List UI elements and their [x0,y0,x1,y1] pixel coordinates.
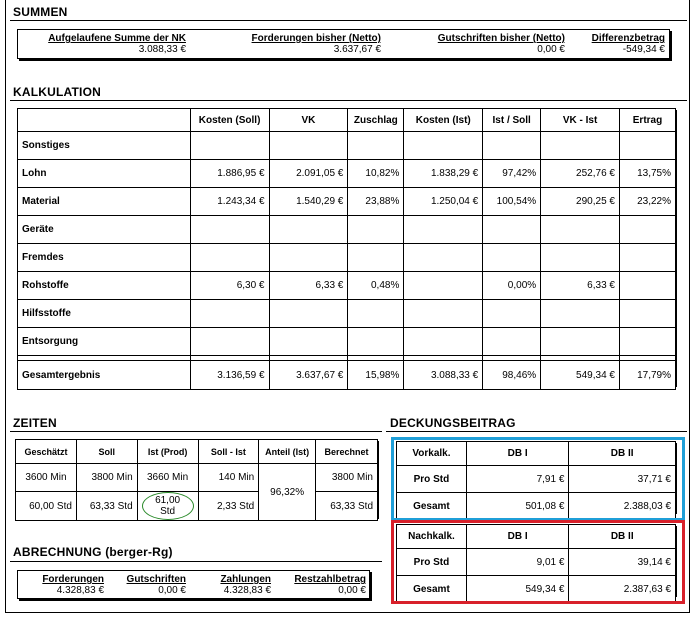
kalkulation-header: VK - Ist [541,109,620,132]
summen-value: 3.088,33 € [138,44,186,55]
kalkulation-cell: 1.886,95 € [190,160,269,188]
vorkalk-header: DB II [569,442,676,466]
zeiten-cell: 3600 Min [16,464,77,492]
abrechnung-col-forderungen [42,574,104,596]
zeiten-row-min [16,464,378,492]
kalkulation-cell: 23,88% [348,188,404,216]
kalkulation-cell [483,216,541,244]
abrechnung-value: 0,00 € [158,585,186,596]
summen-box [17,29,670,59]
kalkulation-cell [619,300,675,328]
summen-col-forderungen [252,33,381,55]
summen-label: Forderungen bisher (Netto) [251,33,381,44]
zeiten-cell: 60,00 Std [16,492,77,521]
nachkalk-cell: 2.387,63 € [569,576,676,603]
kalkulation-cell [348,244,404,272]
kalkulation-row-label: Rohstoffe [18,272,191,300]
summen-label: Aufgelaufene Summe der NK [48,33,186,44]
kalkulation-cell [541,244,620,272]
zeiten-header-row [16,440,378,464]
summen-label: Differenzbetrag [591,33,665,44]
kalkulation-cell: 97,42% [483,160,541,188]
abrechnung-col-zahlungen [220,574,271,596]
summen-col-nk [48,33,186,55]
kalkulation-cell [541,132,620,160]
kalkulation-row [18,216,676,244]
vorkalk-header: DB I [466,442,569,466]
vorkalk-cell: 2.388,03 € [569,493,676,520]
kalkulation-cell [404,132,483,160]
abrechnung-label: Zahlungen [220,574,271,585]
summen-value: -549,34 € [622,44,665,55]
kalkulation-total-cell: 15,98% [348,361,404,390]
kalkulation-cell: 252,76 € [541,160,620,188]
kalkulation-header: Kosten (Soll) [190,109,269,132]
kalkulation-cell [541,216,620,244]
nachkalk-highlight-frame [391,520,685,604]
nachkalk-row-label: Pro Std [397,549,467,576]
kalkulation-cell: 6,33 € [541,272,620,300]
kalkulation-total-row [18,361,676,390]
kalkulation-row [18,328,676,356]
abrechnung-value: 4.328,83 € [56,585,104,596]
kalkulation-cell [619,216,675,244]
zeiten-cell: 2,33 Std [198,492,259,521]
zeiten-header: Ist (Prod) [137,440,198,464]
vorkalk-cell: 7,91 € [466,466,569,493]
kalkulation-cell [404,300,483,328]
kalkulation-row-label: Hilfsstoffe [18,300,191,328]
kalkulation-cell: 1.540,29 € [269,188,348,216]
abrechnung-label: Forderungen [42,574,104,585]
zeiten-cell: 63,33 Std [316,492,378,521]
zeiten-header: Berechnet [316,440,378,464]
abrechnung-label: Gutschriften [126,574,186,585]
kalkulation-divider [10,100,687,101]
kalkulation-header: VK [269,109,348,132]
kalkulation-cell [404,216,483,244]
kalkulation-cell [190,216,269,244]
kalkulation-title: KALKULATION [13,85,101,99]
kalkulation-header: Kosten (Ist) [404,109,483,132]
kalkulation-cell [348,216,404,244]
zeiten-cell: 63,33 Std [76,492,137,521]
zeiten-cell: 140 Min [198,464,259,492]
kalkulation-cell [619,328,675,356]
zeiten-divider [10,431,382,432]
kalkulation-cell: 1.838,29 € [404,160,483,188]
zeiten-cell: 3800 Min [76,464,137,492]
vorkalk-row-label: Pro Std [397,466,467,493]
nachkalk-header: DB I [466,525,569,549]
kalkulation-cell: 1.250,04 € [404,188,483,216]
kalkulation-row [18,188,676,216]
zeiten-header: Soll - Ist [198,440,259,464]
kalkulation-cell [190,132,269,160]
kalkulation-cell [269,300,348,328]
nachkalk-label: Nachkalk. [397,525,467,549]
zeiten-cell: 3800 Min [316,464,378,492]
kalkulation-header-row [18,109,676,132]
kalkulation-total-cell: 17,79% [619,361,675,390]
vorkalk-row-label: Gesamt [397,493,467,520]
kalkulation-header: Ertrag [619,109,675,132]
kalkulation-cell: 6,30 € [190,272,269,300]
nachkalk-cell: 39,14 € [569,549,676,576]
abrechnung-col-restzahlbetrag [294,574,366,596]
kalkulation-cell [190,244,269,272]
kalkulation-total-cell: 3.136,59 € [190,361,269,390]
zeiten-row-std [16,492,378,521]
kalkulation-cell [619,244,675,272]
vorkalk-cell: 37,71 € [569,466,676,493]
summen-title: SUMMEN [13,5,68,19]
deckungsbeitrag-divider [386,431,687,432]
abrechnung-divider [10,561,382,562]
kalkulation-total-cell: 3.637,67 € [269,361,348,390]
kalkulation-total-cell: 549,34 € [541,361,620,390]
kalkulation-cell [404,328,483,356]
kalkulation-cell: 10,82% [348,160,404,188]
summen-divider [10,20,687,21]
nachkalk-cell: 9,01 € [466,549,569,576]
zeiten-anteil-cell: 96,32% [259,464,316,521]
kalkulation-row-label: Entsorgung [18,328,191,356]
zeiten-header: Geschätzt [16,440,77,464]
kalkulation-row-label: Lohn [18,160,191,188]
kalkulation-table [17,108,676,390]
abrechnung-box [17,570,370,599]
zeiten-header: Soll [76,440,137,464]
kalkulation-header: Ist / Soll [483,109,541,132]
vorkalk-highlight-frame [391,437,685,521]
abrechnung-value: 0,00 € [338,585,366,596]
kalkulation-row [18,160,676,188]
kalkulation-cell [619,272,675,300]
kalkulation-cell [269,132,348,160]
kalkulation-total-cell: 3.088,33 € [404,361,483,390]
kalkulation-row [18,272,676,300]
kalkulation-cell [269,216,348,244]
kalkulation-row [18,244,676,272]
nachkalk-cell: 549,34 € [466,576,569,603]
zeiten-cell-highlighted [137,492,198,521]
kalkulation-row [18,300,676,328]
vorkalk-cell: 501,08 € [466,493,569,520]
zeiten-table [15,439,378,521]
kalkulation-cell: 0,00% [483,272,541,300]
vorkalk-label: Vorkalk. [397,442,467,466]
kalkulation-row-label: Material [18,188,191,216]
kalkulation-cell [483,132,541,160]
kalkulation-cell [348,132,404,160]
kalkulation-cell [348,328,404,356]
kalkulation-cell [541,300,620,328]
kalkulation-row-label: Sonstiges [18,132,191,160]
nachkalk-header: DB II [569,525,676,549]
kalkulation-header [18,109,191,132]
deckungsbeitrag-title: DECKUNGSBEITRAG [390,416,516,430]
kalkulation-cell [619,132,675,160]
kalkulation-cell [269,328,348,356]
abrechnung-label: Restzahlbetrag [294,574,366,585]
abrechnung-title: ABRECHNUNG (berger-Rg) [13,545,173,559]
kalkulation-row-label: Geräte [18,216,191,244]
kalkulation-cell: 1.243,34 € [190,188,269,216]
nachkalk-row-label: Gesamt [397,576,467,603]
kalkulation-cell [190,328,269,356]
kalkulation-cell [483,244,541,272]
summen-col-differenz [592,33,665,55]
zeiten-header: Anteil (Ist) [259,440,316,464]
zeiten-title: ZEITEN [13,416,57,430]
highlight-ellipse: 61,00 Std [142,492,194,520]
kalkulation-cell: 6,33 € [269,272,348,300]
summen-value: 3.637,67 € [333,44,381,55]
summen-col-gutschriften [438,33,565,55]
kalkulation-cell: 100,54% [483,188,541,216]
kalkulation-row [18,132,676,160]
kalkulation-header: Zuschlag [348,109,404,132]
kalkulation-cell: 23,22% [619,188,675,216]
kalkulation-cell: 13,75% [619,160,675,188]
kalkulation-cell [348,300,404,328]
kalkulation-row-label: Fremdes [18,244,191,272]
summen-value: 0,00 € [537,44,565,55]
kalkulation-cell [483,328,541,356]
kalkulation-cell: 0,48% [348,272,404,300]
abrechnung-col-gutschriften [127,574,186,596]
kalkulation-cell: 290,25 € [541,188,620,216]
kalkulation-cell [483,300,541,328]
abrechnung-value: 4.328,83 € [223,585,271,596]
kalkulation-total-cell: 98,46% [483,361,541,390]
summen-label: Gutschriften bisher (Netto) [437,33,565,44]
kalkulation-cell [404,244,483,272]
kalkulation-total-label: Gesamtergebnis [18,361,191,390]
kalkulation-cell [190,300,269,328]
zeiten-cell: 3660 Min [137,464,198,492]
kalkulation-cell [541,328,620,356]
kalkulation-cell [269,244,348,272]
kalkulation-cell [404,272,483,300]
kalkulation-cell: 2.091,05 € [269,160,348,188]
